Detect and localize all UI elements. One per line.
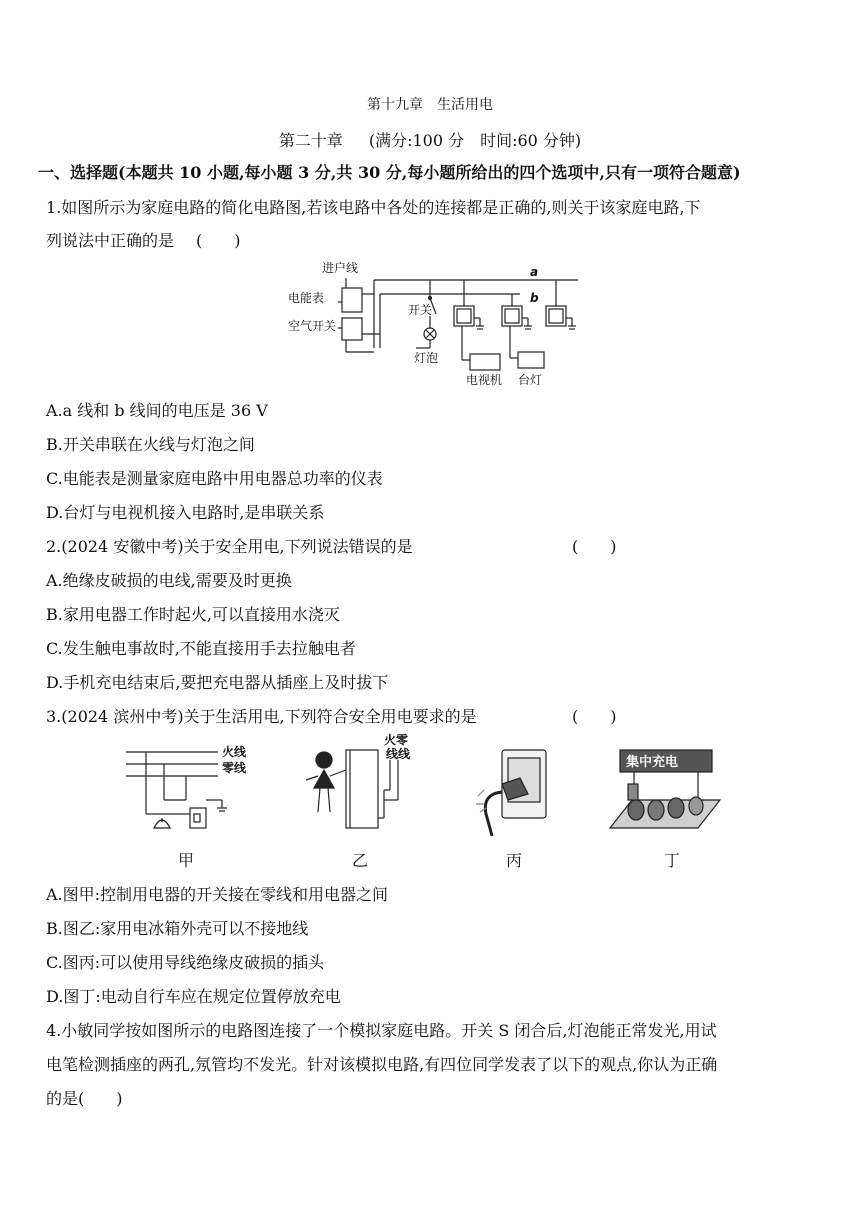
q1-stem-text: 列说法中正确的是 bbox=[46, 231, 175, 250]
q2-answer-paren: ( ) bbox=[572, 537, 617, 556]
switch-box-icon bbox=[190, 808, 206, 828]
q4-stem-line1: 4.小敏同学按如图所示的电路图连接了一个模拟家庭电路。开关 S 闭合后,灯泡能正常发光,用试 bbox=[46, 1021, 717, 1040]
q3-option-a: A.图甲:控制用电器的开关接在零线和用电器之间 bbox=[46, 885, 389, 904]
q1-label-a: a bbox=[530, 265, 539, 279]
q2-option-d: D.手机充电结束后,要把充电器从插座上及时拔下 bbox=[46, 673, 389, 692]
q3-option-b: B.图乙:家用电冰箱外壳可以不接地线 bbox=[46, 919, 309, 938]
meter-box bbox=[342, 288, 362, 312]
q1-option-a: A.a 线和 b 线间的电压是 36 V bbox=[46, 401, 268, 420]
girl-icon bbox=[316, 752, 332, 768]
chapter-19-heading: 第十九章 生活用电 bbox=[367, 97, 493, 113]
q1-answer-paren: ( ) bbox=[196, 231, 241, 250]
fridge-icon bbox=[346, 750, 378, 828]
q4-stem-line3: 的是( ) bbox=[46, 1089, 123, 1108]
q1-label-b: b bbox=[530, 291, 539, 305]
q1-label-tv: 电视机 bbox=[466, 373, 503, 387]
q1-label-switch: 开关 bbox=[408, 303, 433, 317]
lamp-box bbox=[518, 352, 544, 368]
q1-stem-line1: 1.如图所示为家庭电路的简化电路图,若该电路中各处的连接都是正确的,则关于该家庭电路,下 bbox=[46, 198, 701, 217]
q1-label-breaker: 空气开关 bbox=[288, 319, 337, 333]
q3-answer-paren: ( ) bbox=[572, 707, 617, 726]
q1-option-d: D.台灯与电视机接入电路时,是串联关系 bbox=[46, 503, 325, 522]
q3-caption-bing: 丙 bbox=[506, 851, 523, 870]
q3-label-live-neutral-1: 火零 bbox=[384, 733, 409, 747]
q3-label-live-neutral-2: 线线 bbox=[386, 747, 411, 761]
q1-option-b: B.开关串联在火线与灯泡之间 bbox=[46, 435, 255, 454]
q2-stem: 2.(2024 安徽中考)关于安全用电,下列说法错误的是 bbox=[46, 537, 413, 556]
q2-option-a: A.绝缘皮破损的电线,需要及时更换 bbox=[46, 571, 292, 590]
scooter-3-icon bbox=[668, 798, 684, 818]
q1-label-meter: 电能表 bbox=[288, 291, 325, 305]
scooter-2-icon bbox=[648, 800, 664, 820]
q3-label-sign: 集中充电 bbox=[626, 755, 679, 770]
q4-stem-line2: 电笔检测插座的两孔,氖管均不发光。针对该模拟电路,有四位同学发表了以下的观点,你认为正确 bbox=[46, 1055, 718, 1074]
q1-stem-line2 bbox=[46, 228, 241, 251]
tv-box bbox=[470, 354, 500, 370]
q3-stem: 3.(2024 滨州中考)关于生活用电,下列符合安全用电要求的是 bbox=[46, 707, 477, 726]
breaker-box bbox=[342, 318, 362, 340]
q2-option-b: B.家用电器工作时起火,可以直接用水浇灭 bbox=[46, 605, 340, 624]
scooter-4-icon bbox=[689, 797, 703, 815]
q1-option-c: C.电能表是测量家庭电路中用电器总功率的仪表 bbox=[46, 469, 383, 488]
section-title: 一、选择题(本题共 10 小题,每小题 3 分,共 30 分,每小题所给出的四个选项中,只有一项符合题意) bbox=[38, 163, 741, 182]
q3-caption-yi: 乙 bbox=[352, 851, 369, 870]
q3-label-neutral: 零线 bbox=[222, 761, 247, 775]
q1-label-bulb: 灯泡 bbox=[414, 351, 439, 365]
q2-option-c: C.发生触电事故时,不能直接用手去拉触电者 bbox=[46, 639, 356, 658]
parking-platform bbox=[610, 800, 720, 828]
q3-label-live: 火线 bbox=[222, 745, 247, 759]
q3-option-c: C.图丙:可以使用导线绝缘皮破损的插头 bbox=[46, 953, 325, 972]
q3-figure-bing bbox=[462, 744, 552, 836]
q3-option-d: D.图丁:电动自行车应在规定位置停放充电 bbox=[46, 987, 341, 1006]
q1-label-lamp: 台灯 bbox=[518, 373, 543, 387]
scooter-1-icon bbox=[628, 800, 644, 820]
chapter-20-heading bbox=[0, 128, 860, 151]
chapter-20-title: 第二十章 bbox=[278, 131, 343, 150]
q3-caption-jia: 甲 bbox=[178, 851, 195, 870]
exam-meta: (满分:100 分 时间:60 分钟) bbox=[368, 131, 582, 150]
q1-circuit-figure bbox=[286, 256, 586, 388]
q3-figure-ding bbox=[604, 744, 724, 840]
q3-figure-yi bbox=[298, 730, 428, 840]
q1-label-inlet: 进户线 bbox=[322, 261, 359, 275]
q3-figure-jia bbox=[126, 738, 256, 842]
q3-caption-ding: 丁 bbox=[664, 851, 681, 870]
